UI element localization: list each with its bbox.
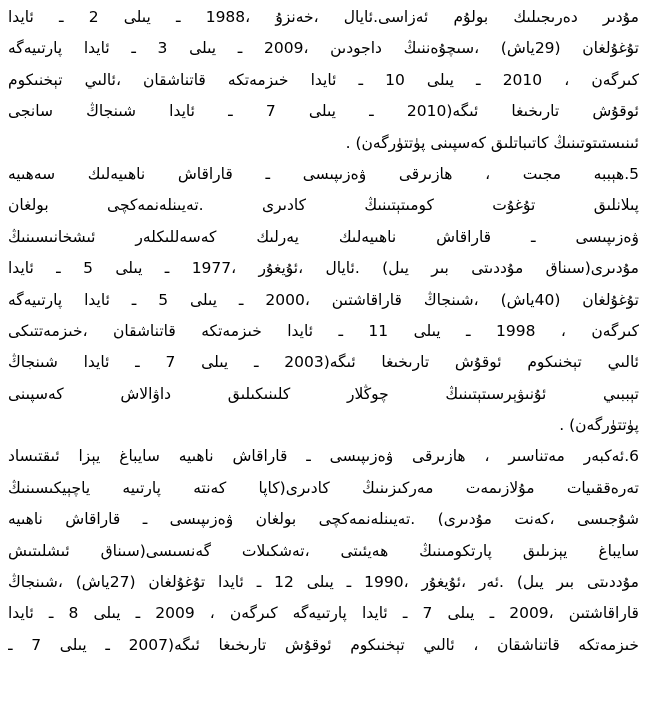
text-line: پىلانلىق تۇغۇت كومىتېتىنىڭ كادىرى .تەيىنلەنمەكچى بولغان [8,196,639,215]
text-line: خىزمەتكە قاتناشقان ، ئالىي تېخنىكوم ئوقۇش تارىخىغا ئىگە(2007 ـ يىلى 7 ـ [8,635,639,654]
text-line: تۇغۇلغان (29ياش) ،سىچۇەننىڭ داجودىن ،2009 ـ يىلى 3 ـ ئايدا پارتىيەگە [8,39,639,58]
text-line: شۇجىسى ،كەنت مۇدىرى) .تەيىنلەنمەكچى بولغان ۋەزىپىسى ـ قاراقاش ناھىيە [8,510,639,529]
text-line: تېببىي ئۇنىۋېرسىتېتىنىڭ چوڭلار كلىنىكىلىق داۋالاش كەسپىنى [8,384,639,403]
text-line: ۋەزىپىسى ـ قاراقاش ناھىيەلىك يەرلىك كەسەللىكلەر ئىشخانىسىنىڭ [8,227,639,246]
paragraph-person-4-continued [8,2,639,159]
text-line: تۇغۇلغان (40ياش) ،شىنجاڭ قاراقاشتىن ،2000 ـ يىلى 5 ـ ئايدا پارتىيەگە [8,290,639,309]
text-line: مۇددىتى بىر يىل) .ئەر ،ئۇيغۇر ،1990 ـ يىلى 12 ـ ئايدا تۇغۇلغان (27ياش) ،شىنجاڭ [8,573,639,592]
text-line: تەرەققىيات مۇلازىمەت مەركىزىنىڭ كادىرى(كاپا كەنتە پارتىيە ياچېيكىسىنىڭ [8,478,639,497]
text-line: ئىنىستىتوتىنىڭ كاتىباتلىق كەسپىنى پۈتتۈرگەن) . [345,133,639,152]
text-line: مۇدىرى(سىناق مۇددىتى بىر يىل) .ئايال ،ئۇيغۇر ،1977 ـ يىلى 5 ـ ئايدا [8,259,639,278]
text-line: 5.ھېببە مجىت ، ھازىرقى ۋەزىپىسى ـ قاراقاش ناھىيەلىك سەھىيە [8,164,639,183]
text-line: ئوقۇش تارىخىغا ئىگە(2010 ـ يىلى 7 ـ ئايدا شىنجاڭ سانجى [8,102,639,121]
paragraph-person-5 [8,159,639,442]
text-line: ئالىي تېخنىكوم ئوقۇش تارىخىغا ئىگە(2003 ـ يىلى 7 ـ ئايدا شىنجاڭ [8,353,639,372]
text-line: پۈتتۈرگەن) . [559,416,639,435]
text-line: مۇدىر دەرىجىلىك بولۇم ئەزاسى.ئايال ،خەنزۇ ،1988 ـ يىلى 2 ـ ئايدا [8,8,639,26]
text-line: كىرگەن ، 1998 ـ يىلى 11 ـ ئايدا خىزمەتكە قاتناشقان ،خىزمەتتىكى [8,321,639,340]
paragraph-person-6 [8,441,639,661]
text-line: 6.ئەكبەر مەتناسىر ، ھازىرقى ۋەزىپىسى ـ قاراقاش ناھىيە سايباغ يېزا ئىقتىساد [8,447,639,466]
text-line: قاراقاشتىن ،2009 ـ يىلى 7 ـ ئايدا پارتىيەگە كىرگەن ، 2009 ـ يىلى 8 ـ ئايدا [8,604,639,623]
text-line: كىرگەن ، 2010 ـ يىلى 10 ـ ئايدا خىزمەتكە قاتناشقان ،ئالىي تېخنىكوم [8,70,639,89]
text-line: سايباغ يېزىلىق پارتكومىنىڭ ھەيئىتى ،تەشكىلات گەنسىسى(سىناق ئىشلىتىش [8,541,639,560]
